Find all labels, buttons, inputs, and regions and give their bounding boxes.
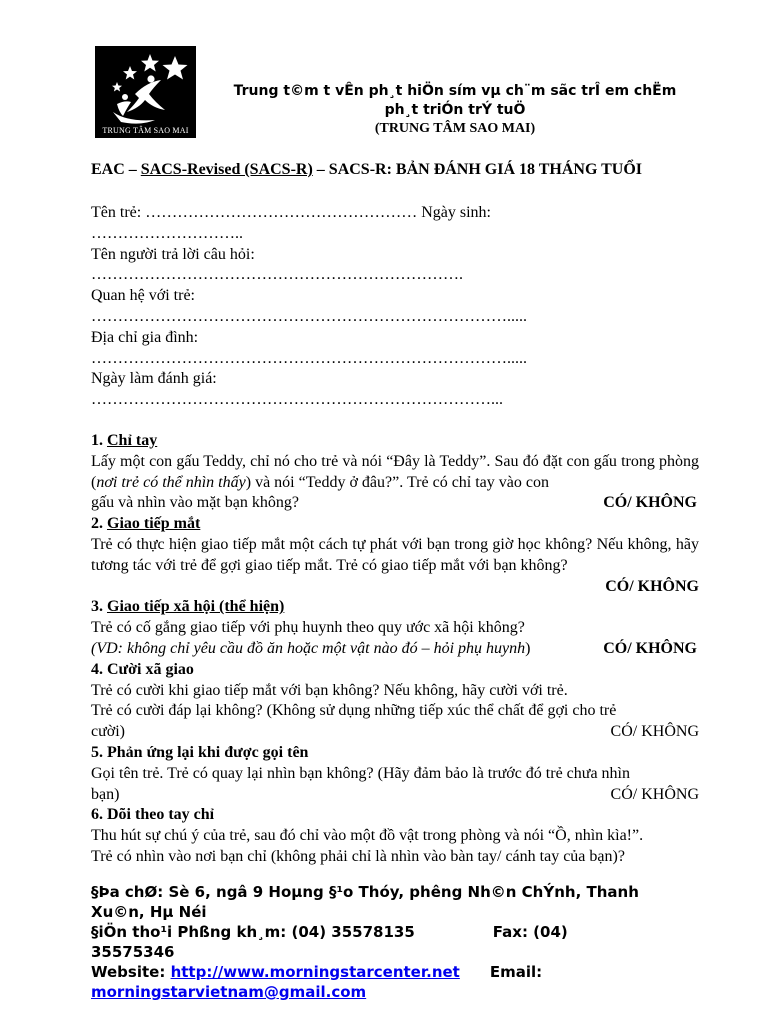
logo-caption: TRUNG TÂM SAO MAI <box>102 126 189 135</box>
assessment-date-label: Ngày làm đánh giá: <box>91 370 217 388</box>
q1-answer: CÓ/ KHÔNG <box>603 494 697 512</box>
footer-address-line2: Xu©n, Hµ Néi <box>91 903 207 921</box>
q4-answer: CÓ/ KHÔNG <box>610 723 699 741</box>
q1-text: Lấy một con gấu Teddy, chỉ nó cho trẻ và nói “Đây là Teddy”. Sau đó đặt con gấu trong phòng (nơi trẻ có thể nhìn thấy) và nói “Teddy ở đâu?”. Trẻ có chỉ tay vào con <box>91 452 699 491</box>
footer-website-row: Website: http://www.morningstarcenter.net Email: <box>91 963 543 981</box>
address-label: Địa chỉ gia đình: <box>91 328 199 346</box>
footer-address-line1: §Þa chØ: Sè 6, ngâ 9 Hoµng §¹o Thóy, phêng Nh©n ChÝnh, Thanh <box>91 883 639 901</box>
q4-answer-row: cười) CÓ/ KHÔNG <box>91 722 699 743</box>
star-figures-icon <box>95 46 196 126</box>
footer-email-label: Email: <box>489 963 543 981</box>
sao-mai-logo <box>95 46 196 138</box>
dob-dots: ……………………….. <box>91 224 243 242</box>
relation-dots: ……………………………………………………………………..... <box>91 307 527 325</box>
org-name-short: (TRUNG TÂM SAO MAI) <box>374 121 536 136</box>
q2-title: 2. Giao tiếp mắt <box>91 515 201 533</box>
title-suffix: – SACS-R: BẢN ĐÁNH GIÁ 18 THÁNG TUỔI <box>312 161 643 178</box>
q6-title: 6. Dõi theo tay chỉ <box>91 806 215 824</box>
q4-text2: Trẻ có cười đáp lại không? (Không sử dụng những tiếp xúc thể chất để gợi cho trẻ <box>91 702 617 720</box>
footer-email-row <box>91 982 711 1002</box>
q2-answer: CÓ/ KHÔNG <box>605 577 699 595</box>
q6-text2: Trẻ có nhìn vào nơi bạn chỉ (không phải chỉ là nhìn vào bàn tay/ cánh tay của bạn)? <box>91 847 625 865</box>
q5-answer: CÓ/ KHÔNG <box>610 785 699 803</box>
q1-title: 1. Chỉ tay <box>91 432 158 449</box>
footer-phone: §iÖn tho¹i Phßng kh¸m: (04) 35578135 <box>91 923 415 941</box>
questions <box>91 431 699 868</box>
q3-title: 3. Giao tiếp xã hội (thể hiện) <box>91 598 285 616</box>
relation-label: Quan hệ với trẻ: <box>91 287 195 305</box>
q6-text1: Thu hút sự chú ý của trẻ, sau đó chỉ vào một đồ vật trong phòng và nói “Ồ, nhìn kìa!”. <box>91 827 644 845</box>
q3-text: Trẻ có cố gắng giao tiếp với phụ huynh theo quy ước xã hội không? <box>91 619 525 637</box>
respondent-label: Tên người trả lời câu hỏi: <box>91 245 255 263</box>
email-link[interactable]: morningstarvietnam@gmail.com <box>91 983 367 1001</box>
q3-answer-row: (VD: không chỉ yêu cầu đồ ăn hoặc một vật nào đó – hỏi phụ huynh) CÓ/ KHÔNG <box>91 639 699 660</box>
q5-answer-row: bạn) CÓ/ KHÔNG <box>91 785 699 806</box>
q5-text: Gọi tên trẻ. Trẻ có quay lại nhìn bạn không? (Hãy đảm bảo là trước đó trẻ chưa nhìn <box>91 764 630 782</box>
q1-answer-row: gấu và nhìn vào mặt bạn không? CÓ/ KHÔNG <box>91 493 699 514</box>
q4-text1: Trẻ có cười khi giao tiếp mắt với bạn không? Nếu không, hãy cười với trẻ. <box>91 681 568 699</box>
footer-fax-number: 35575346 <box>91 943 175 961</box>
org-name-line2: ph¸t triÓn trÝ tuÖ <box>384 102 526 118</box>
q3-answer: CÓ/ KHÔNG <box>603 639 697 657</box>
q2-text: Trẻ có thực hiện giao tiếp mắt một cách tự phát với bạn trong giờ học không? Nếu không, hãy tương tác với trẻ để gợi giao tiếp mắt. Trẻ có giao tiếp mắt với bạn không? <box>91 535 699 574</box>
org-name-line1: Trung t©m t vÊn ph¸t hiÖn sím vµ ch¨m sãc trÎ em chËm <box>233 83 677 99</box>
q4-title: 4. Cười xã giao <box>91 660 194 678</box>
website-link[interactable]: http://www.morningstarcenter.net <box>170 963 460 981</box>
q5-title: 5. Phản ứng lại khi được gọi tên <box>91 743 309 761</box>
address-dots: ……………………………………………………………………..... <box>91 349 527 367</box>
footer-contact <box>91 882 711 1002</box>
title-prefix: EAC – <box>91 161 141 178</box>
assessment-date-dots: …………………………………………………………………... <box>91 391 503 409</box>
info-form <box>91 203 711 411</box>
respondent-dots: ……………………………………………………………. <box>91 266 463 284</box>
footer-phone-row <box>91 922 711 942</box>
document-title <box>91 161 711 179</box>
title-underlined: SACS-Revised (SACS-R) <box>140 161 313 178</box>
footer-fax-label: Fax: (04) <box>492 923 568 941</box>
organization-header <box>200 82 710 138</box>
child-name-line: Tên trẻ: …………………………………………… Ngày sinh: <box>91 204 491 221</box>
